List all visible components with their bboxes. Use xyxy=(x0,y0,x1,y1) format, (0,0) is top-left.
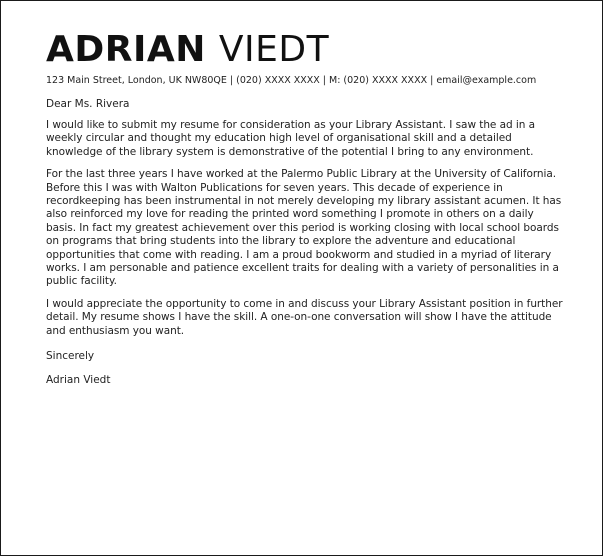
sender-name xyxy=(46,31,566,69)
body-paragraph-3: I would appreciate the opportunity to come in and discuss your Library Assistant position in further detail. My resume shows I have the skill. A one-on-one conversation will show I have the attitude and enthusiasm you want. xyxy=(46,297,563,337)
sender-first-name: ADRIAN xyxy=(46,29,206,70)
contact-line: 123 Main Street, London, UK NW80QE | (020) XXXX XXXX | M: (020) XXXX XXXX | email@example.com xyxy=(46,75,537,86)
salutation: Dear Ms. Rivera xyxy=(46,98,130,110)
body-paragraph-2: For the last three years I have worked at the Palermo Public Library at the University of California. Before this I was with Walton Publications for seven years. This decade of experience in recordkeeping has been instrumental in not merely developing my library assistant acumen. It has also reinforced my love for reading the printed word something I promote in others on a daily basis. In fact my greatest achievement over this period is working closing with local school boards on programs that bring students into the library to explore the adventure and educational opportunities that come with reading. I am a proud bookworm and studied in a myriad of literary works. I am personable and patience excellent traits for dealing with a variety of personalities in a public facility. xyxy=(46,168,562,288)
sender-last-name: VIEDT xyxy=(218,29,330,70)
letter-content xyxy=(46,31,566,386)
closing: Sincerely xyxy=(46,350,95,363)
body-paragraph-1: I would like to submit my resume for consideration as your Library Assistant. I saw the ad in a weekly circular and thought my education high level of organisational skill and a detailed knowledge of the library system is demonstrative of the potential I bring to any environment. xyxy=(46,119,536,158)
signature-name: Adrian Viedt xyxy=(46,374,111,387)
